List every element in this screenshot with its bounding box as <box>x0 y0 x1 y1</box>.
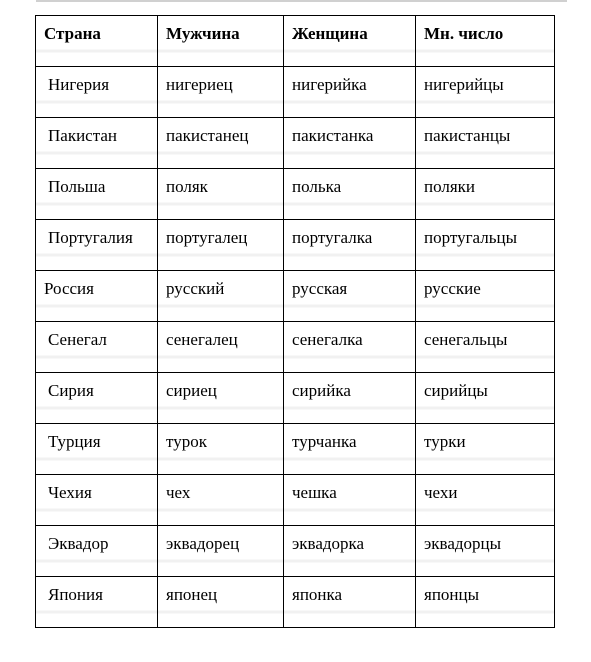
cell-female: сенегалка <box>284 322 416 373</box>
cell-plural: русские <box>416 271 555 322</box>
cell-female: пакистанка <box>284 118 416 169</box>
cell-country: Турция <box>36 424 158 475</box>
table-row <box>36 373 555 424</box>
cell-country: Сенегал <box>36 322 158 373</box>
cell-country: Португалия <box>36 220 158 271</box>
table-row <box>36 475 555 526</box>
cell-plural: эквадорцы <box>416 526 555 577</box>
cell-country: Россия <box>36 271 158 322</box>
cell-male: португалец <box>158 220 284 271</box>
table-row <box>36 118 555 169</box>
cell-plural: сенегальцы <box>416 322 555 373</box>
cell-female: нигерийка <box>284 67 416 118</box>
cell-female: эквадорка <box>284 526 416 577</box>
cell-female: японка <box>284 577 416 628</box>
cell-country: Польша <box>36 169 158 220</box>
cell-female: чешка <box>284 475 416 526</box>
cell-country: Пакистан <box>36 118 158 169</box>
table-row <box>36 424 555 475</box>
header-female: Женщина <box>284 16 416 67</box>
cell-male: пакистанец <box>158 118 284 169</box>
cell-male: чех <box>158 475 284 526</box>
table-row <box>36 271 555 322</box>
cell-plural: поляки <box>416 169 555 220</box>
nationality-table <box>35 15 555 628</box>
table-row <box>36 220 555 271</box>
cell-country: Нигерия <box>36 67 158 118</box>
table-row <box>36 526 555 577</box>
cell-female: полька <box>284 169 416 220</box>
cell-plural: японцы <box>416 577 555 628</box>
cell-plural: турки <box>416 424 555 475</box>
cell-country: Эквадор <box>36 526 158 577</box>
cell-plural: сирийцы <box>416 373 555 424</box>
cell-country: Япония <box>36 577 158 628</box>
cell-plural: португальцы <box>416 220 555 271</box>
header-male: Мужчина <box>158 16 284 67</box>
cell-country: Сирия <box>36 373 158 424</box>
header-plural: Мн. число <box>416 16 555 67</box>
cell-female: русская <box>284 271 416 322</box>
cell-male: сенегалец <box>158 322 284 373</box>
cell-plural: чехи <box>416 475 555 526</box>
cell-male: поляк <box>158 169 284 220</box>
cell-male: эквадорец <box>158 526 284 577</box>
cell-plural: нигерийцы <box>416 67 555 118</box>
cell-country: Чехия <box>36 475 158 526</box>
cell-plural: пакистанцы <box>416 118 555 169</box>
table-row <box>36 67 555 118</box>
header-country: Страна <box>36 16 158 67</box>
cell-male: турок <box>158 424 284 475</box>
table-row <box>36 169 555 220</box>
cell-female: турчанка <box>284 424 416 475</box>
top-divider <box>36 0 567 2</box>
cell-female: португалка <box>284 220 416 271</box>
cell-male: японец <box>158 577 284 628</box>
cell-female: сирийка <box>284 373 416 424</box>
table-row <box>36 577 555 628</box>
table-row <box>36 322 555 373</box>
cell-male: русский <box>158 271 284 322</box>
table-header-row <box>36 16 555 67</box>
cell-male: нигериец <box>158 67 284 118</box>
cell-male: сириец <box>158 373 284 424</box>
